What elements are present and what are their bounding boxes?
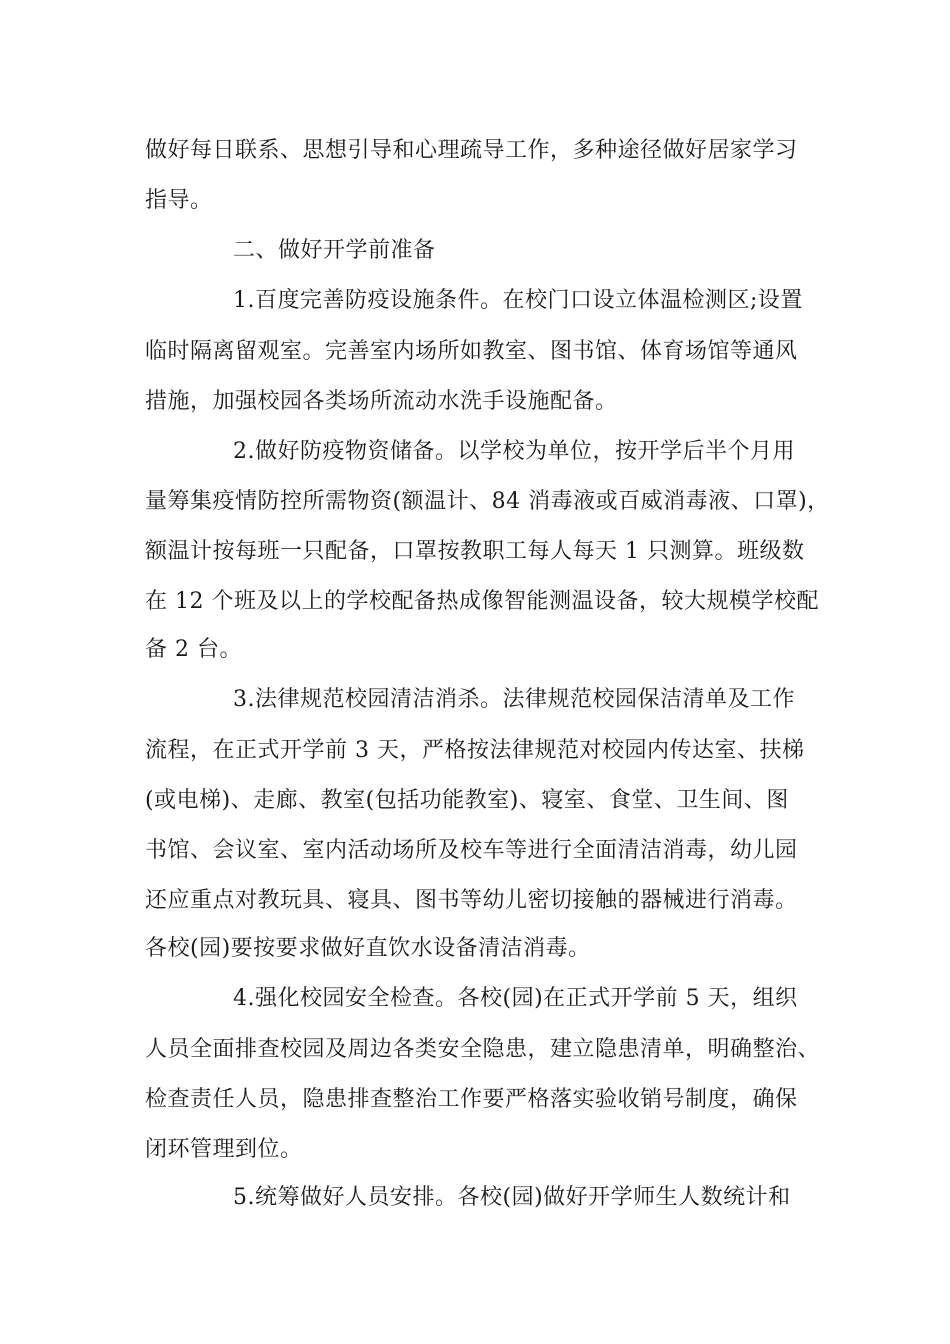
text-line: 5.统筹做好人员安排。各校(园)做好开学师生人数统计和 — [233, 1185, 791, 1210]
text-line: 量筹集疫情防控所需物资(额温计、84 消毒液或百威消毒液、口罩)， — [145, 489, 830, 514]
text-line: 闭环管理到位。 — [145, 1137, 303, 1162]
text-line: 做好每日联系、思想引导和心理疏导工作，多种途径做好居家学习 — [145, 138, 798, 163]
text-line: 流程，在正式开学前 3 天，严格按法律规范对校园内传达室、扶梯 — [145, 738, 805, 763]
text-line: 各校(园)要按要求做好直饮水设备清洁消毒。 — [145, 936, 591, 961]
text-line: 在 12 个班及以上的学校配备热成像智能测温设备，较大规模学校配 — [145, 589, 819, 614]
text-line: 措施，加强校园各类场所流动水洗手设施配备。 — [145, 389, 618, 414]
text-line: 3.法律规范校园清洁消杀。法律规范校园保洁清单及工作 — [233, 687, 795, 712]
text-line: 备 2 台。 — [145, 637, 242, 662]
text-line: 临时隔离留观室。完善室内场所如教室、图书馆、体育场馆等通风 — [145, 339, 798, 364]
text-line: 4.强化校园安全检查。各校(园)在正式开学前 5 天，组织 — [233, 986, 798, 1011]
text-line: 还应重点对教玩具、寝具、图书等幼儿密切接触的器械进行消毒。 — [145, 888, 798, 913]
section-heading: 二、做好开学前准备 — [233, 238, 436, 263]
text-line: (或电梯)、走廊、教室(包括功能教室)、寝室、食堂、卫生间、图 — [145, 788, 789, 813]
text-line: 书馆、会议室、室内活动场所及校车等进行全面清洁消毒，幼儿园 — [145, 838, 798, 863]
text-line: 2.做好防疫物资储备。以学校为单位，按开学后半个月用 — [233, 439, 795, 464]
text-line: 人员全面排查校园及周边各类安全隐患，建立隐患清单，明确整治、 — [145, 1037, 821, 1062]
text-line: 检查责任人员，隐患排查整治工作要严格落实验收销号制度，确保 — [145, 1087, 798, 1112]
text-line: 额温计按每班一只配备，口罩按教职工每人每天 1 只测算。班级数 — [145, 539, 805, 564]
text-line: 指导。 — [145, 188, 213, 213]
text-line: 1.百度完善防疫设施条件。在校门口设立体温检测区;设置 — [233, 288, 803, 313]
